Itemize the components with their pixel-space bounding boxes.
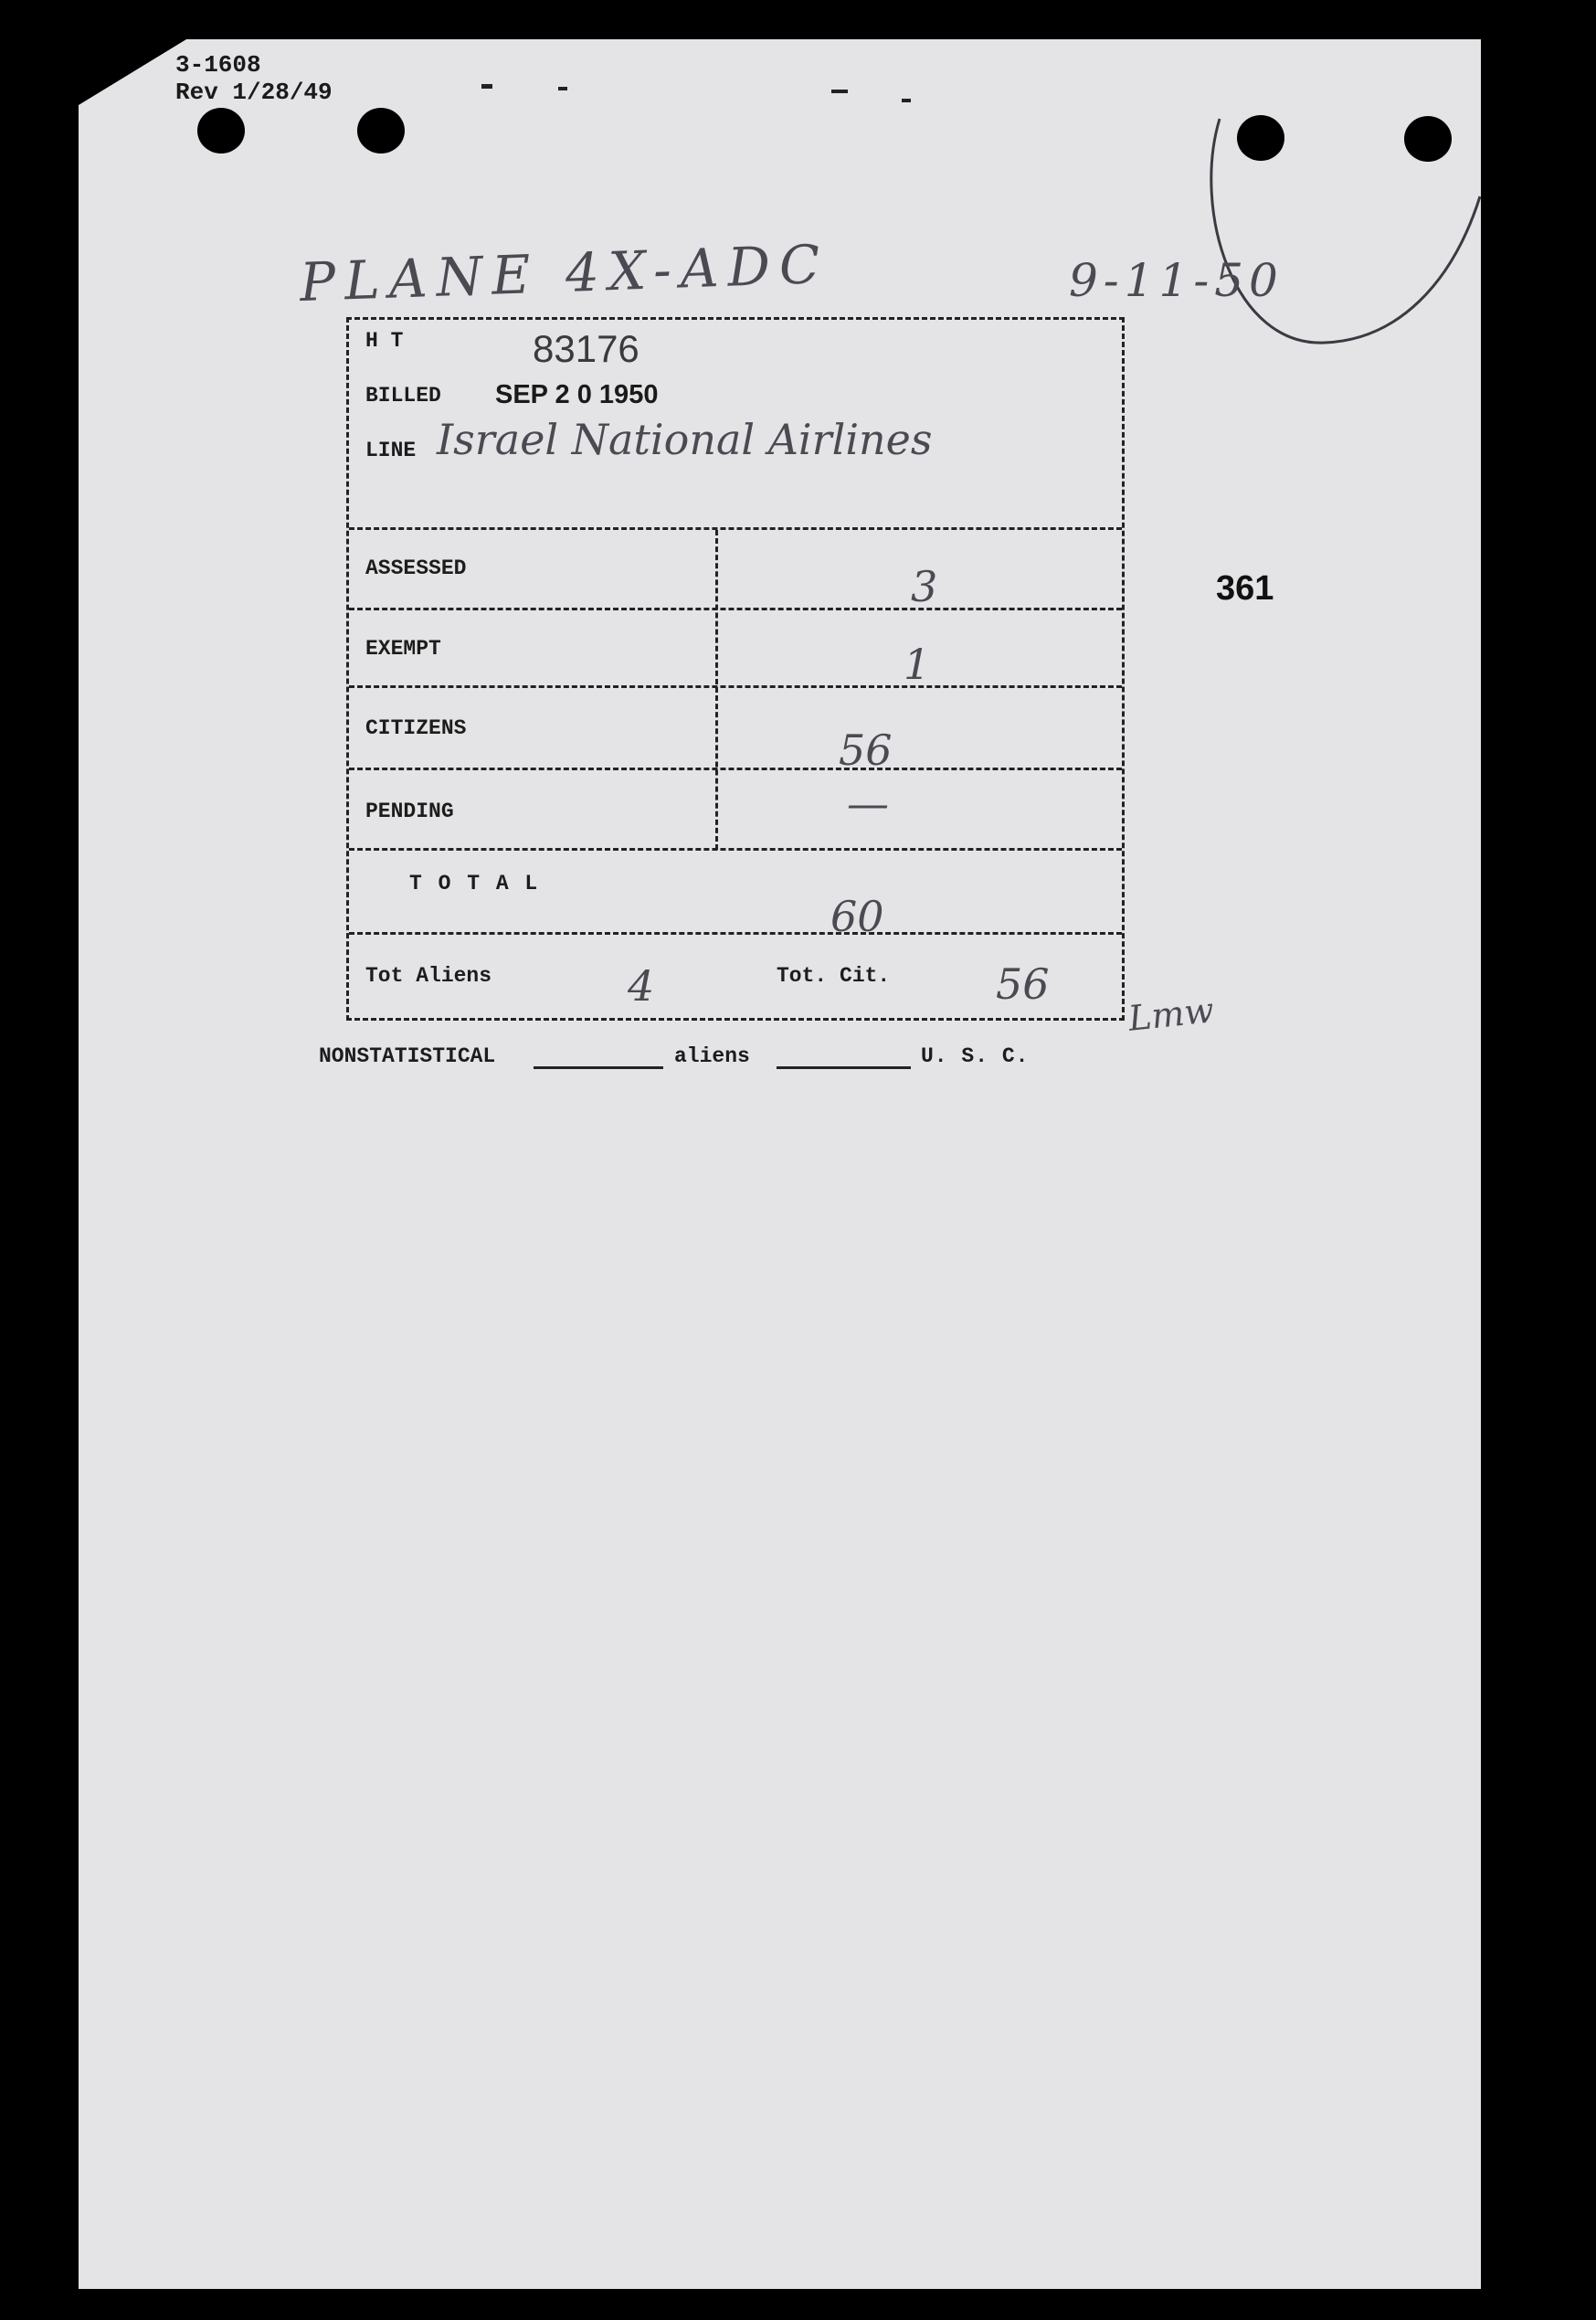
row-value-pending: —	[847, 779, 889, 828]
ink-mark	[902, 99, 911, 102]
row-value-citizens: 56	[839, 726, 893, 775]
row-value-assessed: 3	[911, 562, 938, 611]
nonstatistical-label: NONSTATISTICAL	[319, 1044, 496, 1068]
tot-aliens-label: Tot Aliens	[365, 964, 492, 988]
divider	[349, 527, 1122, 530]
record-form	[346, 317, 1125, 1021]
handwritten-date: 9-11-50	[1069, 254, 1284, 307]
handwritten-plane: PLANE 4X-ADC	[298, 232, 830, 314]
ink-mark	[831, 90, 848, 93]
divider	[349, 768, 1122, 770]
ink-mark	[558, 87, 567, 90]
total-label: T O T A L	[409, 872, 540, 895]
usc-label: U. S. C.	[921, 1044, 1030, 1068]
total-value: 60	[830, 892, 884, 941]
line-label: LINE	[365, 439, 417, 462]
punch-hole	[197, 108, 245, 154]
divider	[349, 685, 1122, 688]
tot-cit-label: Tot. Cit.	[777, 964, 891, 988]
row-label-pending: PENDING	[365, 800, 454, 823]
tot-cit-value: 56	[996, 959, 1050, 1009]
billed-date-stamp: SEP 2 0 1950	[495, 380, 659, 409]
row-label-assessed: ASSESSED	[365, 556, 467, 580]
row-label-citizens: CITIZENS	[365, 716, 467, 740]
line-value: Israel National Airlines	[437, 415, 933, 464]
form-revision: Rev 1/28/49	[175, 79, 333, 106]
page-number: 361	[1216, 569, 1274, 608]
form-number: 3-1608	[175, 51, 261, 79]
row-label-exempt: EXEMPT	[365, 637, 441, 661]
punch-hole	[357, 108, 405, 154]
tot-aliens-value: 4	[628, 961, 655, 1011]
initials: Lmw	[1126, 990, 1216, 1039]
billed-label: BILLED	[365, 384, 441, 408]
aliens-label: aliens	[674, 1044, 750, 1068]
nonstatistical-blank	[534, 1066, 663, 1069]
pencil-curve	[1179, 101, 1489, 365]
divider	[349, 608, 1122, 610]
row-value-exempt: 1	[904, 640, 931, 689]
ht-label: H T	[365, 329, 404, 353]
column-divider	[715, 530, 718, 850]
divider	[349, 932, 1122, 935]
aliens-blank	[777, 1066, 911, 1069]
divider	[349, 848, 1122, 851]
ink-mark	[481, 84, 492, 89]
ht-number: 83176	[533, 327, 639, 370]
